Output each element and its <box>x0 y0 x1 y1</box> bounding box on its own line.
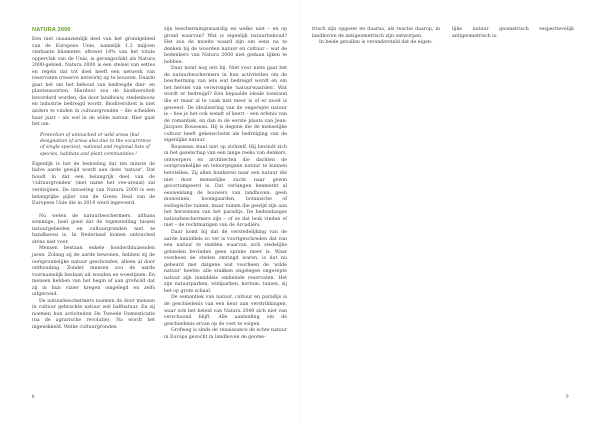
right-page-column-2 <box>452 27 574 40</box>
block-quote: Protection of untouched or wild areas (but designation of areas also due to the occurrence of single species); national and regional lists of species, habitats and plant communities.¹ <box>40 132 151 157</box>
paragraph: Rousseau staat niet op zichzelf. Hij bevindt zich in het gezelschap van een lange reeks van denkers, ontwerpers en architecten die dachten de oorspronkelijke en teloorgegane natuur te kunnen herstellen. Zij allen hunkeren naar een natuur die niet door menselijke zucht naar gewin gecorrumpeerd is. Dat verlangen kenmerkt al eeuwenlang de bouwers van landhoven: geen monotinen, boomgaarden, botanische of zoölogische tuinen, maar tuinen die gewijd zijn aan het herwinnen van het paradijs. De hedendaagse natuurbeschermers zijn – of ze dat leuk vinden of niet – de rechtmatigen van de Arcadiërs. <box>164 144 287 229</box>
paragraph: trisch zijn opgezet en daarna, als reactie daarop, in landhoven de antigeometrisch zijn ontworpen. <box>312 27 440 39</box>
paragraph: Nu weten de natuurbeschermers, althans sommige, heel goed dat de tegenstelling tussen natuurgebieden en cultuurgronden niet te handhaven is. In Nederland komen untouched areas niet voor. <box>32 213 155 245</box>
paragraph: Mensen bestaan enkele honderdduizenden jaren. Zolang zij de aarde bewonen, hebben zij de oorspronkelijke natuur geschonden, alleen al door onthouding. Zonder mensen zou de aarde voornamelijk bestaan uit wouden en woestijnen. En mensen hebben van het begin af aan grofwild dat zij in hun vizier kregen omgelegd en zelfs uitgeroeid. <box>32 246 155 298</box>
page-number: 8 <box>32 395 35 400</box>
paragraph: De natuurbeschermers noemen de door mensen in cultuur gebrachte natuur wel halfnatuur. En zij noemen hun activiteiten De Tweede Domesticatie (na de agrarische revolutie). Na wordt het ingewikkeld. Welke cultuurgronden <box>32 298 155 330</box>
paragraph: lijke natuur geometrisch respectievelijk antigeometrisch is. <box>452 27 574 39</box>
left-page-column-2 <box>164 27 287 341</box>
paragraph: Eigenlijk is het de bedoeling dat ten minste de halve aarde gewijd wordt aan deze 'natuur'. Dat houdt in dat een belangrijk deel van de 'cultuurgronden' (met name het vee-areaal) zal verdwijnen. De invoering van Natura 2000 is een belangrijke pijler van de Green Deal van de Europese Unie die in 2019 werd ingevoerd. <box>32 161 155 207</box>
section-heading: NATURA 2000 <box>32 27 71 33</box>
left-page-column-1 <box>32 27 155 332</box>
paragraph: Een niet onaanzienlijk deel van het grondgebied van de Europese Unie, namelijk 1,2 miljoen vierkante kilometer, oftewel 18% van het totale oppervlak van de Unie, is gerangschikt als Natura 2000-gebied. Natura 2000 is een stelsel van settes en regels dat tot doel heeft een netwerk van reservaten (reserve network) op te bouwen. Daarin gaat het om het behoud van bedreigde dier- en plantensoorten. Hierdoor zou de biodiversiteit bevorderd worden, die door landbouw, stedenbouw en industrie bedreigd wordt. Biodiversiteit is niet anders te vinden in cultuurgronden – die scheiden haar juist – als wel in de wilde natuur. Hier gaat het om: <box>32 37 155 128</box>
spread-gutter <box>300 0 301 424</box>
paragraph: De semantiek van natuur, cultuur en paradijs is de geschiedenis van een keur aan verstrikkingen, waar ook het beleid van Natura 2000 zich niet van verschoond blijft. Alle aanleiding om de geschiedenis ervan op de voet te volgen. <box>164 295 287 327</box>
page-number: 9 <box>566 395 569 400</box>
paragraph: Daar komt bij dat de verstedelijking van de aarde inmiddels zo ver is voortgeschreden dat van een natuur te midden waarvan zich stedelijke gebieden bevinden geen sprake meer is. Waar voorheen de steden omringd waren, is dat nu gebeurd met datgene wat voorheen de 'wilde natuur' heette: alle stukken ongelegen ongerepte natuur zijn inmiddels omheinde reservaten. Het zijn natuurparken, wildparken, kortom: tuinen, zij het op grote schaal. <box>164 229 287 294</box>
paragraph: Daar komt nog iets bij. Niet voor niets gaat het de natuurbeschermers in hun activiteiten om de bescherming van iets wat bedreigd wordt en om het herstel van verwrongde 'natuurwaarden'. Wat wordt er bedreigd? Een bepaalde ideale toestand die er maar al te vaak niet meer is of er nooit is geweest. De idealisering van de ongerepte natuur is – hoe je het ook wendt of keert – een erfenis van de romantiek, en dan in de eerste plaats van Jean-Jacques Rousseau. Hij is degene die de menselijke cultuur heeft gekenschetst als bedreiging van de eigenlijke natuur. <box>164 66 287 144</box>
paragraph: Grofweg is sinds de renaissance de echte natuur in Europa gezocht in landhoven de geome- <box>164 328 287 340</box>
paragraph: In beide gevallen is verondersteld dat de eigen- <box>319 40 433 46</box>
right-page-column-1 <box>312 27 440 47</box>
paragraph: zijn beschermingswaardig en welke niet – en op grond waarvan? Wat is eigenlijk natuurbehoud? Het zou de moeite waard zijn om eens na te denken bij de woorden natuur en cultuur – wat de bedenkers van Natura 2000 niet gedaan lijken te hebben. <box>164 27 287 65</box>
